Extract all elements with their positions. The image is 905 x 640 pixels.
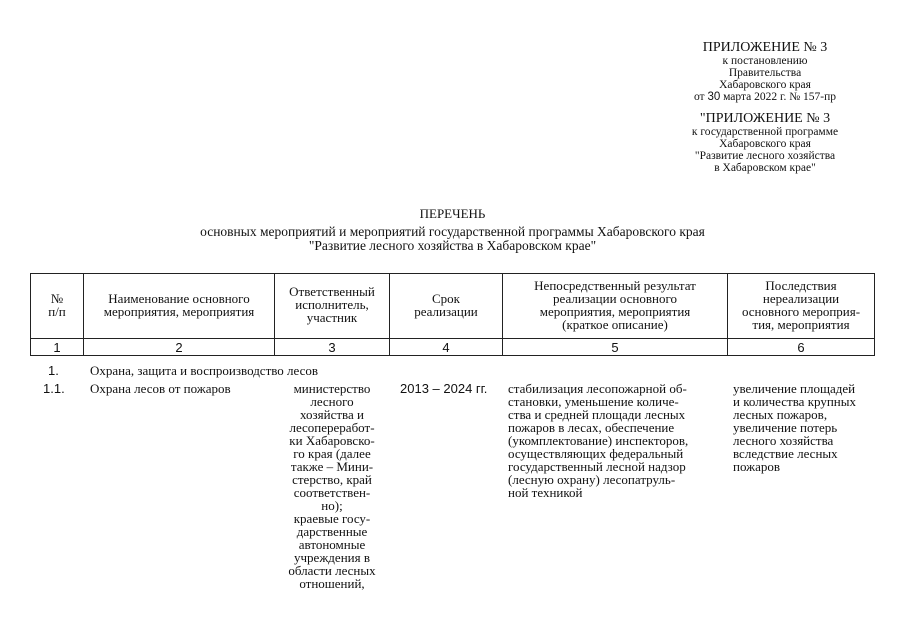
appendix-line-3: Хабаровского края [719,79,811,91]
appendix-header [655,40,875,103]
appendix-title: ПРИЛОЖЕНИЕ № 3 [702,40,828,55]
document-subtitle-1: основных мероприятий и мероприятий государственной программы Хабаровского края [200,224,705,239]
header-term: Срок реализации [414,291,478,319]
col-number-2: 2 [175,340,183,355]
col-number-5: 5 [611,340,619,355]
document-subtitle-2: "Развитие лесного хозяйства в Хабаровском крае" [308,238,597,253]
row-1-name: Охрана, защита и воспроизводство лесов [90,363,319,378]
header-result: Непосредственный результат реализации основного мероприятия, мероприятия (краткое описание) [534,278,696,332]
row-1-num: 1. [48,363,59,378]
document-title: ПЕРЕЧЕНЬ [419,206,486,221]
header-name: Наименование основного мероприятия, мероприятия [103,291,255,319]
appendix-line-1: к постановлению [722,55,808,67]
header-responsible: Ответственный исполнитель, участник [289,284,375,325]
row-1-1-term: 2013 – 2024 гг. [400,381,488,396]
appendix-line-2: Правительства [728,67,802,79]
col-number-4: 4 [442,340,450,355]
table-numbers-divider [30,355,875,356]
appendix-date-day: 30 [707,91,721,103]
program-appendix-line-2: Хабаровского края [719,138,811,150]
header-consequences: Последствия нереализации основного мероприя- тия, мероприятия [741,278,861,332]
program-appendix-title: "ПРИЛОЖЕНИЕ № 3 [699,111,831,126]
col-number-1: 1 [53,340,61,355]
program-appendix-header [640,111,890,174]
program-appendix-line-1: к государственной программе [691,126,839,138]
row-1-1-result: стабилизация лесопожарной об- становки, уменьшение количе- ства и средней площади лесных пожаров в лесах, обеспечение (укомплектование) инспекторов, осуществляющих федеральный государственный лесной надзор (лесную охрану) лесопатруль- ной техникой [508,381,689,500]
row-1-1-name: Охрана лесов от пожаров [90,381,231,396]
table-header-divider [30,338,875,339]
program-appendix-line-4: в Хабаровском крае" [714,162,816,174]
row-1-1-consequences: увеличение площадей и количества крупных лесных пожаров, увеличение потерь лесного хозяйства вследствие лесных пожаров [733,381,856,474]
table-top-border [30,273,875,274]
appendix-date-prefix: от [693,91,708,103]
appendix-date-rest: марта 2022 г. № 157-пр [720,91,837,103]
program-appendix-line-3: "Развитие лесного хозяйства [694,150,836,162]
row-1-1-num: 1.1. [43,381,65,396]
row-1-1-responsible: министерство лесного хозяйства и лесопереработ- ки Хабаровско- го края (далее также – Мини- стерство, край соответствен- но); краевые госу- дарственные автономные учреждения в области лесных отношений, [288,381,376,591]
header-num: № п/п [48,291,66,319]
col-number-6: 6 [797,340,805,355]
col-line-6 [874,273,875,356]
col-number-3: 3 [328,340,336,355]
appendix-line-4 [655,91,875,103]
